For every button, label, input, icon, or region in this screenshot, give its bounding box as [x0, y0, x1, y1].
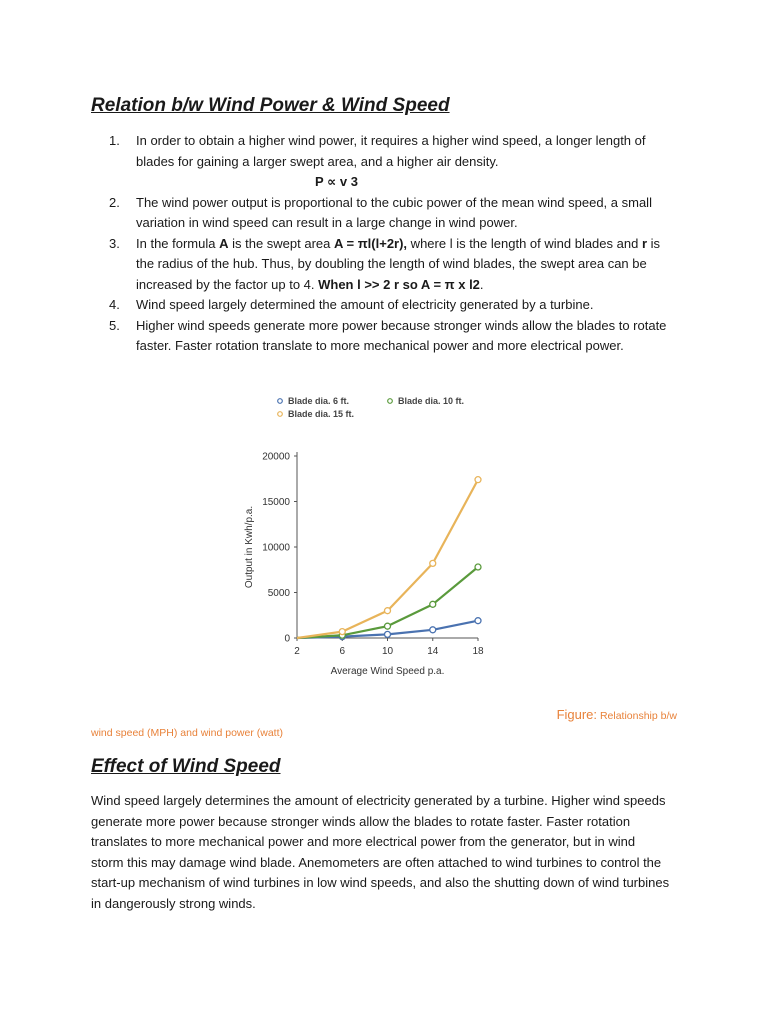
data-point: [475, 564, 481, 570]
data-point: [339, 629, 345, 635]
data-point: [430, 601, 436, 607]
list-number: 3.: [109, 235, 120, 251]
list-text-segment: is the radius of the hub. Thus, by doubling the length of wind blades, the swept area can be increased by the factor up to 4.: [136, 235, 660, 292]
list-text-segment: is the swept area: [228, 235, 334, 251]
list-text-segment: where l is the length of wind blades and: [407, 235, 642, 251]
section-heading-relation: Relation b/w Wind Power & Wind Speed: [91, 95, 450, 116]
list-text: Higher wind speeds generate more power because stronger winds allow the blades to rotate faster. Faster rotation translate to more mechanical power and more electrical power.: [136, 317, 667, 353]
list-text-bold: r: [641, 235, 647, 251]
legend-label: Blade dia. 6 ft.: [288, 396, 350, 406]
numbered-list: [109, 131, 679, 357]
legend-label: Blade dia. 10 ft.: [398, 396, 465, 406]
y-tick-label: 10000: [262, 542, 290, 554]
list-item: [109, 234, 679, 296]
y-tick-label: 5000: [267, 588, 290, 599]
list-number: 4.: [109, 297, 120, 312]
body-paragraph: Wind speed largely determines the amount of electricity generated by a turbine. Higher wind speeds generate more power because stronger winds allow the blades to rotate faster. Faster rotation translates to more mechanical power and more electrical power from the generator, but in wind storm this may damage wind blade. Anemometers are often attached to wind turbines to control the start-up mechanism of wind turbines in low wind speeds, and also the shutting down of wind turbines in dangerously strong winds.: [91, 793, 670, 911]
list-text-bold: A: [219, 235, 229, 251]
list-text: In order to obtain a higher wind power, it requires a higher wind speed, a longer length of blades for gaining a larger swept area, and a higher air density.: [136, 133, 646, 169]
y-tick-label: 20000: [262, 451, 290, 463]
x-tick-label: 2: [294, 646, 300, 657]
list-item: [109, 131, 679, 193]
y-tick-label: 0: [284, 633, 290, 645]
list-number: 1.: [109, 133, 120, 148]
legend-marker: [278, 399, 283, 404]
legend-label: Blade dia. 15 ft.: [288, 409, 355, 419]
data-point: [385, 608, 391, 614]
figure-caption: [557, 707, 677, 722]
figure-caption-label: Figure:: [556, 707, 598, 722]
figure-caption-continuation: wind speed (MPH) and wind power (watt): [91, 727, 283, 739]
data-point: [430, 560, 436, 566]
x-tick-label: 10: [381, 646, 394, 657]
list-item: [109, 316, 679, 357]
list-text: The wind power output is proportional to the cubic power of the mean wind speed, a small variation in wind speed can result in a large change in wind power.: [136, 194, 652, 230]
figure-caption-text: Relationship b/w: [597, 710, 677, 722]
y-axis-label: Output in Kwh/p.a.: [244, 505, 255, 589]
formula-line: P ∝ v 3: [315, 174, 358, 189]
section-heading-effect: Effect of Wind Speed: [91, 756, 281, 777]
list-text-segment: In the formula: [136, 235, 220, 251]
list-text-bold: A = πl(l+2r),: [334, 235, 408, 251]
x-tick-label: 14: [427, 646, 439, 657]
x-tick-label: 18: [472, 646, 484, 657]
data-point: [385, 631, 391, 637]
list-item: [109, 193, 679, 234]
list-number: 5.: [109, 317, 120, 333]
wind-power-chart: [240, 388, 520, 688]
list-text-segment: .: [479, 276, 484, 292]
data-point: [475, 477, 481, 483]
list-number: 2.: [109, 194, 120, 210]
list-item: [109, 295, 679, 316]
list-text-bold: When l >> 2 r so A = π x l2: [318, 276, 480, 292]
data-point: [430, 627, 436, 633]
y-tick-label: 15000: [262, 497, 290, 508]
x-tick-label: 6: [339, 646, 346, 657]
list-text: Wind speed largely determined the amount of electricity generated by a turbine.: [136, 297, 594, 312]
legend-marker: [278, 412, 283, 417]
x-axis-label: Average Wind Speed p.a.: [330, 666, 445, 677]
data-point: [385, 623, 391, 629]
data-point: [475, 618, 481, 624]
legend-marker: [388, 399, 393, 404]
